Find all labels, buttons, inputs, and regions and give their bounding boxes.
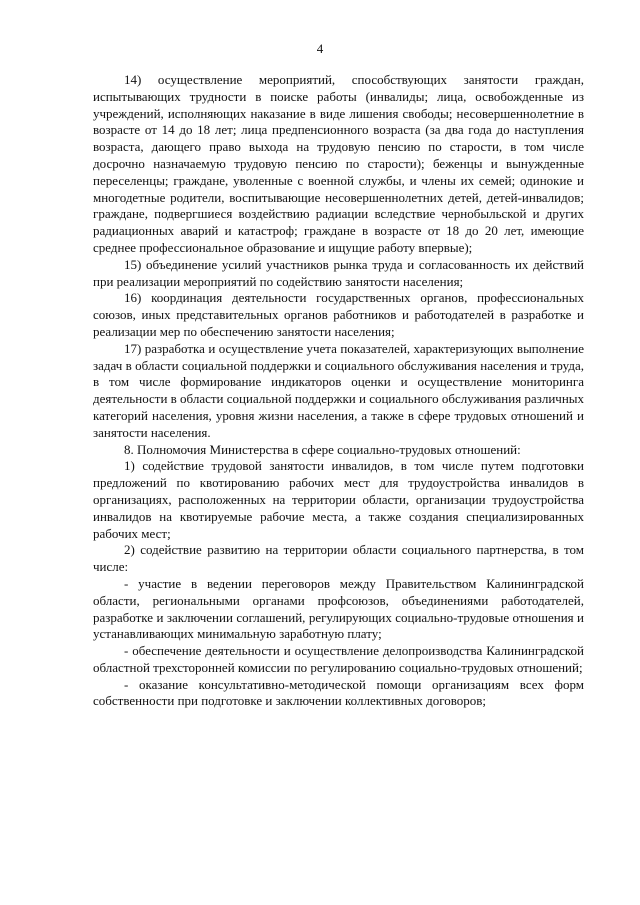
paragraph-item-14: 14) осуществление мероприятий, способствующих занятости граждан, испытывающих трудности в поиске работы (инвалиды; лица, освобожденные из учреждений, исполняющих наказание в виде лишения свободы; несовершеннолетние в возрасте от 14 до 18 лет; лица предпенсионного возраста (за два года до наступления возраста, дающего право выхода на трудовую пенсию по старости, в том числе досрочно назначаемую трудовую пенсию по старости); беженцы и вынужденные переселенцы; граждане, уволенные с военной службы, и члены их семей; одинокие и многодетные родители, воспитывающие несовершеннолетних детей, детей-инвалидов; граждане, подвергшиеся воздействию радиации вследствие чернобыльской и других радиационных аварий и катастроф; граждане в возрасте от 18 до 20 лет, имеющие среднее профессиональное образование и ищущие работу впервые); bbox=[93, 72, 584, 255]
page-number: 4 bbox=[316, 41, 324, 56]
paragraph-item-16: 16) координация деятельности государственных органов, профессиональных союзов, иных представительных органов работников и работодателей в разработке и реализации мер по обеспечению занятости населения; bbox=[93, 290, 584, 339]
paragraph-item-2: 2) содействие развитию на территории области социального партнерства, в том числе: bbox=[93, 542, 584, 575]
bullet-item-consulting: - оказание консультативно-методической помощи организациям всех форм собственности при подготовке и заключении коллективных договоров; bbox=[93, 676, 584, 709]
bullet-item-commission: - обеспечение деятельности и осуществление делопроизводства Калининградской областной трехсторонней комиссии по регулированию социально-трудовых отношений; bbox=[93, 643, 584, 675]
document-body bbox=[93, 72, 584, 710]
paragraph-item-17: 17) разработка и осуществление учета показателей, характеризующих выполнение задач в области социальной поддержки и социального обслуживания населения и труда, в том числе формирование индикаторов оценки и осуществление мониторинга деятельности в области социальной поддержки и социального обслуживания различных категорий населения, уровня жизни населения, а также в сфере трудовых отношений и занятости населения. bbox=[93, 340, 585, 440]
paragraph-item-15: 15) объединение усилий участников рынка труда и согласованность их действий при реализации мероприятий по содействию занятости населения; bbox=[93, 256, 584, 289]
paragraph-item-1: 1) содействие трудовой занятости инвалидов, в том числе путем подготовки предложений по квотированию рабочих мест для трудоустройства инвалидов в организациях, расположенных на территории области, организации трудоустройства инвалидов на квотируемые рабочие места, а также создания специализированных рабочих мест; bbox=[93, 458, 584, 541]
section-heading-8: 8. Полномочия Министерства в сфере социально-трудовых отношений: bbox=[124, 441, 521, 457]
bullet-item-negotiations: - участие в ведении переговоров между Правительством Калининградской области, региональными органами профсоюзов, объединениями работодателей, разработке и заключении соглашений, регулирующих социально-трудовые отношения и устанавливающих минимальную заработную плату; bbox=[93, 575, 584, 642]
